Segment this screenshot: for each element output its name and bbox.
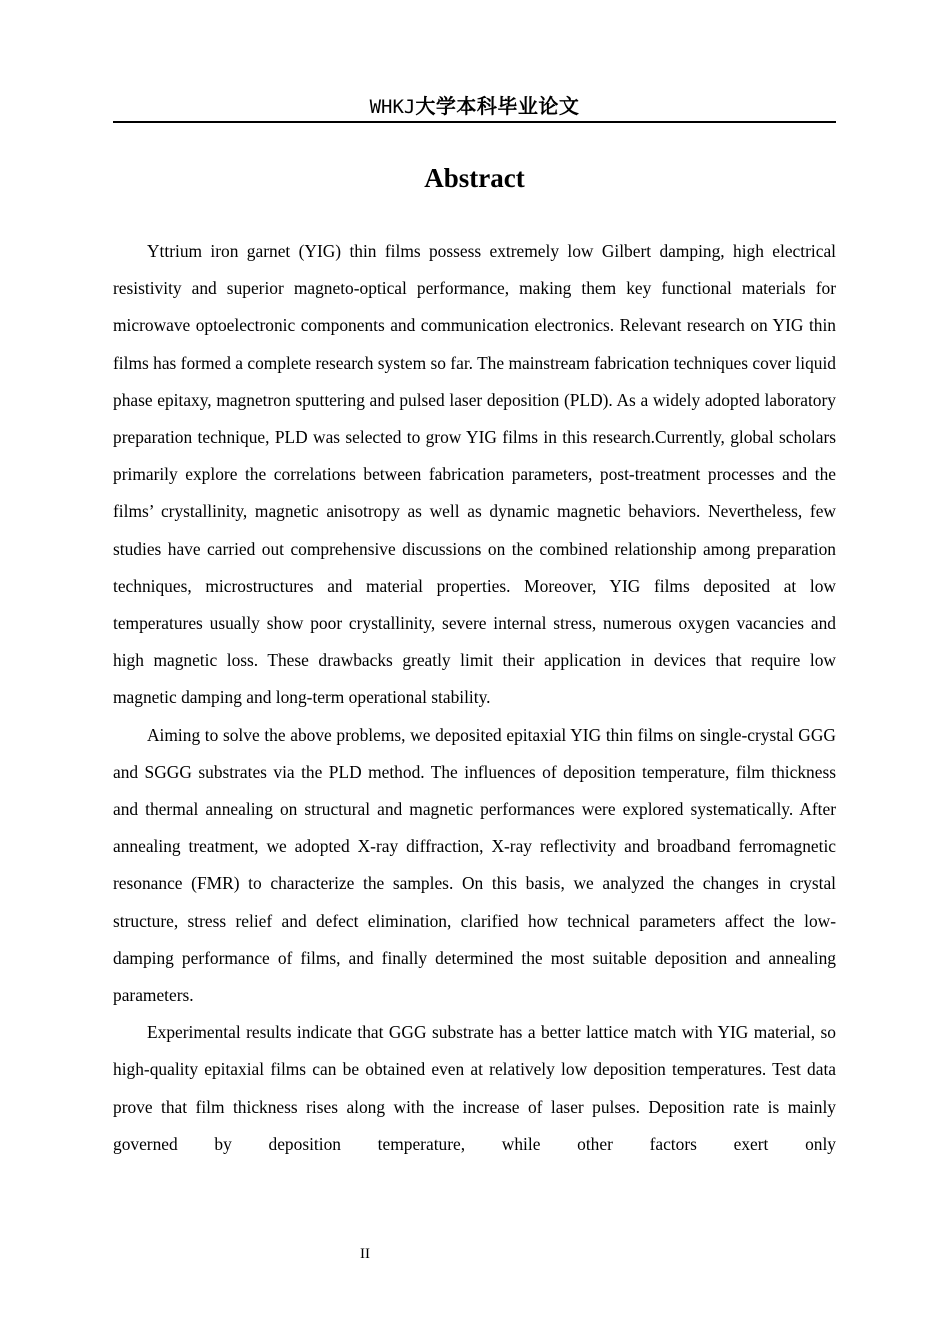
header-rule [113,121,836,123]
page-title: Abstract [424,163,525,193]
running-header [113,94,836,120]
paragraph-2: Aiming to solve the above problems, we deposited epitaxial YIG thin films on single-crystal GGG and SGGG substrates via the PLD method. The influences of deposition temperature, film thickness and thermal annealing on structural and magnetic performances were explored systematically. After annealing treatment, we adopted X-ray diffraction, X-ray reflectivity and broadband ferromagnetic resonance (FMR) to characterize the samples. On this basis, we analyzed the changes in crystal structure, stress relief and defect elimination, clarified how technical parameters affect the low-damping performance of films, and finally determined the most suitable deposition and annealing parameters. [113,724,836,1006]
paragraph-3: Experimental results indicate that GGG substrate has a better lattice match with YIG material, so high-quality epitaxial films can be obtained even at relatively low deposition temperatures. Test data prove that film thickness rises along with the increase of laser pulses. Deposition rate is mainly governed by deposition temperature, while other factors exert only [113,1022,836,1154]
header-chinese-text: 大学本科毕业论文 [415,96,580,118]
abstract-body [113,233,836,1163]
paragraph-1: Yttrium iron garnet (YIG) thin films possess extremely low Gilbert damping, high electrical resistivity and superior magneto-optical performance, making them key functional materials for microwave optoelectronic components and communication electronics. Relevant research on YIG thin films has formed a complete research system so far. The mainstream fabrication techniques cover liquid phase epitaxy, magnetron sputtering and pulsed laser deposition (PLD). As a widely adopted laboratory preparation technique, PLD was selected to grow YIG films in this research.Currently, global scholars primarily explore the correlations between fabrication parameters, post-treatment processes and the films’ crystallinity, magnetic anisotropy as well as dynamic magnetic behaviors. Nevertheless, few studies have carried out comprehensive discussions on the combined relationship among preparation techniques, microstructures and material properties. Moreover, YIG films deposited at low temperatures usually show poor crystallinity, severe internal stress, numerous oxygen vacancies and high magnetic loss. These drawbacks greatly limit their application in devices that require low magnetic damping and long-term operational stability. [113,241,836,708]
page-number: II [360,1246,370,1262]
header-latin-text: WHKJ [369,96,416,118]
